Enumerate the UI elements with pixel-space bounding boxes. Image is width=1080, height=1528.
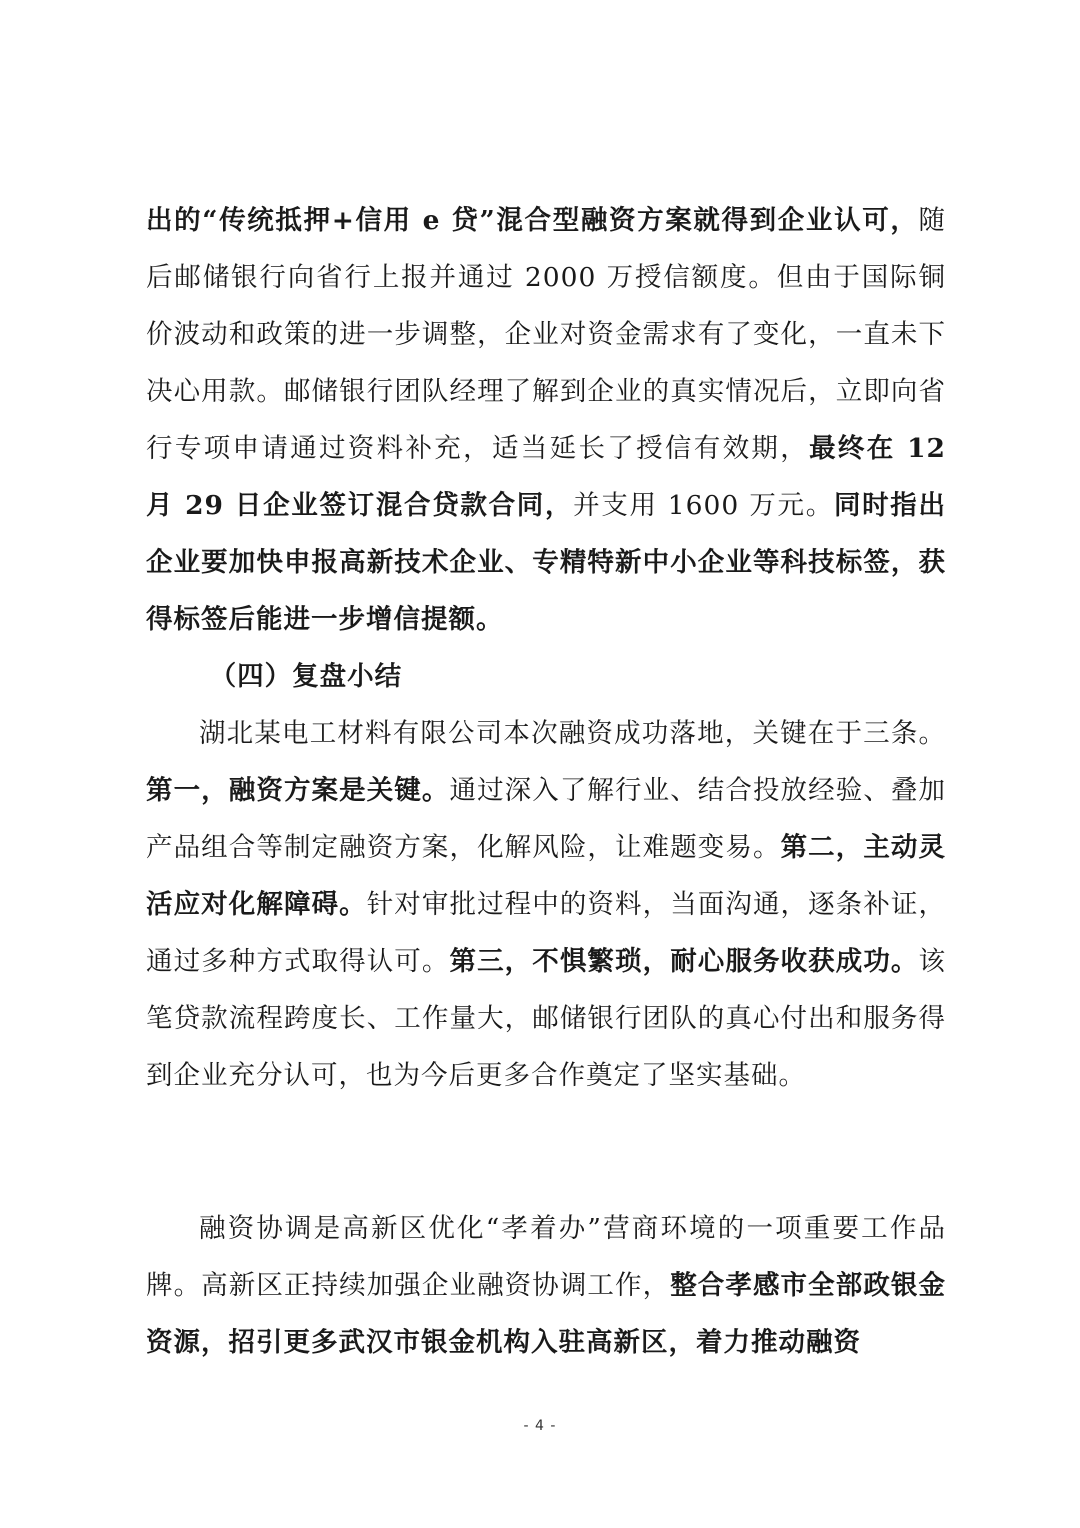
upper-text-block bbox=[146, 192, 946, 1104]
body-text: 针对审批过程中的资料，当面沟通，逐条补证，通过多种方式取得认可。 bbox=[146, 889, 947, 977]
bold-text: 第二，主动灵活应对化解障碍。 bbox=[146, 832, 947, 920]
summary-paragraph bbox=[146, 705, 946, 1104]
bold-text: 第一，融资方案是关键。 bbox=[146, 775, 450, 806]
bold-text: 出的“传统抵押+信用 e 贷”混合型融资方案就得到企业认可， bbox=[146, 205, 919, 236]
body-text: 通过深入了解行业、结合投放经验、叠加产品组合等制定融资方案，化解风险，让难题变易。 bbox=[146, 775, 947, 863]
body-text: 融资协调是高新区优化“孝着办”营商环境的一项重要工作品牌。高新区正持续加强企业融资协调工作， bbox=[146, 1213, 946, 1301]
bold-text: 整合孝感市全部政银金资源，招引更多武汉市银金机构入驻高新区，着力推动融资 bbox=[146, 1270, 947, 1358]
page-number: - 4 - bbox=[523, 1418, 557, 1434]
body-text: 并支用 1600 万元。 bbox=[573, 490, 834, 521]
body-text: 随后邮储银行向省行上报并通过 2000 万授信额度。但由于国际铜价波动和政策的进一步调整，企业对资金需求有了变化，一直未下决心用款。邮储银行团队经理了解到企业的真实情况后，立即向省行专项申请通过资料补充，适当延长了授信有效期， bbox=[146, 205, 946, 464]
lower-text-block bbox=[146, 1200, 946, 1371]
continuation-paragraph bbox=[146, 192, 946, 648]
section-heading: （四）复盘小结 bbox=[209, 661, 403, 692]
body-text: 湖北某电工材料有限公司本次融资成功落地，关键在于三条。 bbox=[199, 718, 946, 749]
bold-text: 同时指出企业要加快申报高新技术企业、专精特新中小企业等科技标签，获得标签后能进一步增信提额。 bbox=[146, 490, 946, 635]
body-text: 该笔贷款流程跨度长、工作量大，邮储银行团队的真心付出和服务得到企业充分认可，也为今后更多合作奠定了坚实基础。 bbox=[146, 946, 947, 1091]
closing-paragraph bbox=[146, 1200, 946, 1371]
bold-text: 最终在 12 月 29 日企业签订混合贷款合同， bbox=[146, 433, 946, 521]
bold-text: 第三，不惧繁琐，耐心服务收获成功。 bbox=[449, 946, 919, 977]
